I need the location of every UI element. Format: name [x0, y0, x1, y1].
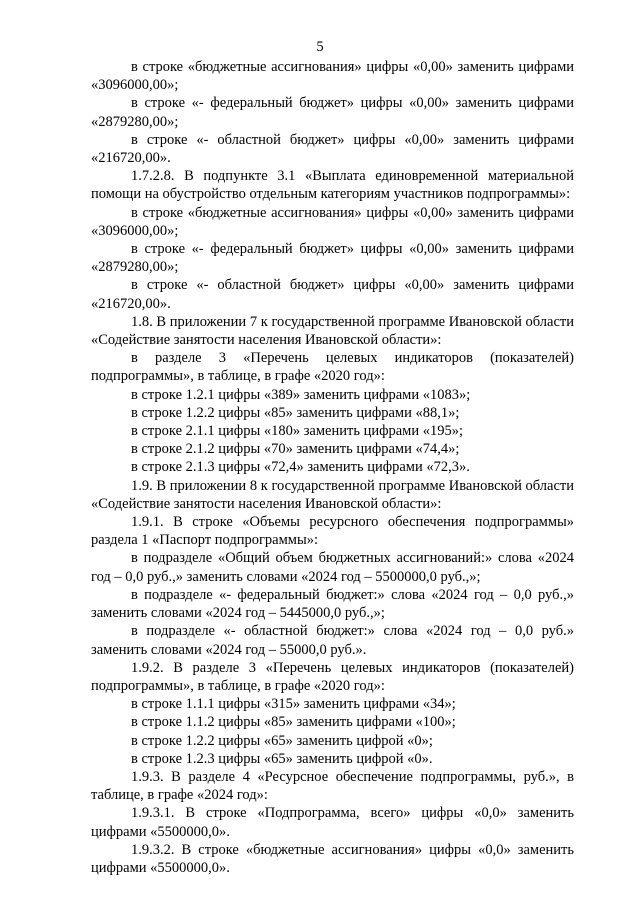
- paragraph: 1.7.2.8. В подпункте 3.1 «Выплата единовременной материальной помощи на обустройство отдельным категориям участников подпрограммы»:: [91, 168, 574, 203]
- paragraph: в строке «бюджетные ассигнования» цифры «0,00» заменить цифрами «3096000,00»;: [91, 59, 574, 94]
- paragraph: 1.9.2. В разделе 3 «Перечень целевых индикаторов (показателей) подпрограммы», в таблице, в графе «2020 год»:: [91, 659, 574, 694]
- paragraph: в строке 1.1.2 цифры «85» заменить цифрами «100»;: [131, 714, 456, 731]
- paragraph: в строке 2.1.1 цифры «180» заменить цифрами «195»;: [131, 423, 464, 440]
- paragraph: в подразделе «Общий объем бюджетных ассигнований:» слова «2024 год – 0,0 руб.,» заменить словами «2024 год – 5500000,0 руб.,»;: [91, 550, 574, 585]
- paragraph: в строке «- областной бюджет» цифры «0,00» заменить цифрами «216720,00».: [91, 277, 574, 312]
- paragraph: в строке 1.2.2 цифры «85» заменить цифрами «88,1»;: [131, 404, 460, 421]
- paragraph: 1.9. В приложении 8 к государственной программе Ивановской области «Содействие занятости населения Ивановской области»:: [91, 477, 574, 512]
- page-number: 5: [316, 39, 324, 55]
- paragraph: 1.9.1. В строке «Объемы ресурсного обеспечения подпрограммы» раздела 1 «Паспорт подпрограммы»:: [91, 514, 574, 549]
- paragraph: в строке 1.2.3 цифры «65» заменить цифрой «0».: [131, 750, 433, 767]
- paragraph: в подразделе «- областной бюджет:» слова «2024 год – 0,0 руб.» заменить словами «2024 год – 55000,0 руб.».: [91, 623, 574, 658]
- paragraph: 1.9.3.1. В строке «Подпрограмма, всего» цифры «0,0» заменить цифрами «5500000,0».: [91, 805, 574, 840]
- paragraph: 1.9.3.2. В строке «бюджетные ассигнования» цифры «0,0» заменить цифрами «5500000,0».: [91, 841, 574, 876]
- paragraph: в строке «бюджетные ассигнования» цифры «0,00» заменить цифрами «3096000,00»;: [91, 204, 574, 239]
- paragraph: 1.9.3. В разделе 4 «Ресурсное обеспечение подпрограммы, руб.», в таблице, в графе «2024 год»:: [91, 768, 574, 804]
- paragraph: 1.8. В приложении 7 к государственной программе Ивановской области «Содействие занятости населения Ивановской области»:: [91, 313, 574, 349]
- paragraph: в строке 1.1.1 цифры «315» заменить цифрами «34»;: [131, 696, 456, 713]
- paragraph: в строке «- федеральный бюджет» цифры «0,00» заменить цифрами «2879280,00»;: [91, 241, 574, 276]
- paragraph: в строке 1.2.1 цифры «389» заменить цифрами «1083»;: [131, 386, 471, 403]
- paragraph: в строке «- федеральный бюджет» цифры «0,00» заменить цифрами «2879280,00»;: [91, 95, 574, 130]
- paragraph: в подразделе «- федеральный бюджет:» слова «2024 год – 0,0 руб.,» заменить словами «2024 год – 5445000,0 руб.,»;: [91, 586, 574, 622]
- paragraph: в строке 2.1.3 цифры «72,4» заменить цифрами «72,3».: [131, 459, 470, 476]
- paragraph: в строке «- областной бюджет» цифры «0,00» заменить цифрами «216720,00».: [91, 131, 574, 167]
- paragraph: в строке 2.1.2 цифры «70» заменить цифрами «74,4»;: [131, 441, 460, 458]
- document-body: [91, 58, 574, 877]
- paragraph: в разделе 3 «Перечень целевых индикаторов (показателей) подпрограммы», в таблице, в графе «2020 год»:: [91, 350, 574, 385]
- paragraph: в строке 1.2.2 цифры «65» заменить цифрой «0»;: [131, 732, 433, 749]
